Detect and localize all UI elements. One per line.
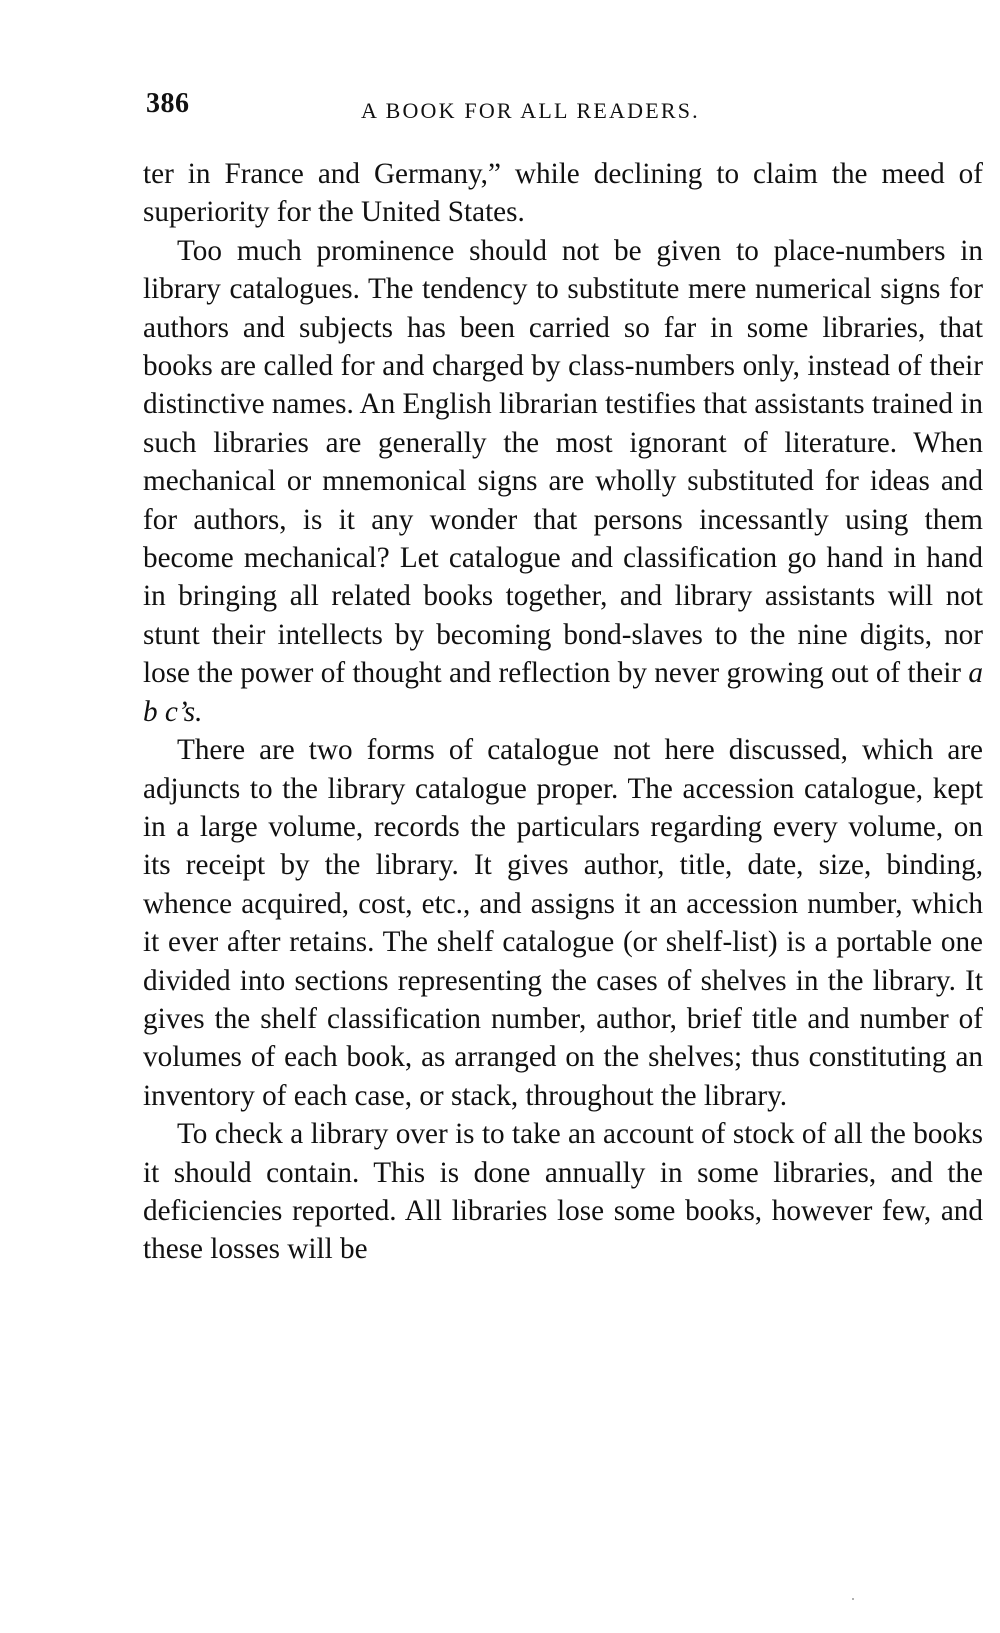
page-number: 386 — [146, 88, 190, 119]
page-header — [146, 88, 976, 128]
paragraph-place-numbers — [143, 232, 983, 731]
paragraph-text: Too much prominence should not be given to place-numbers in library catalogues. The tendency to substitute mere numerical signs for authors and subjects has been carried so far in some libraries, that books are called for and charged by class-numbers only, instead of their distinctive names. An English librarian testifies that assistants trained in such libraries are generally the most ignorant of literature. When mechanical or mnemonical signs are wholly substituted for ideas and for authors, is it any wonder that persons incessantly using them become mechanical? Let catalogue and classification go hand in hand in bringing all related books together, and library assistants will not stunt their intellects by becoming bond-slaves to the nine digits, nor lose the power of thought and reflection by never growing out of their — [143, 234, 983, 690]
print-speck — [852, 1598, 854, 1600]
paragraph-catalogue-forms — [143, 731, 983, 1115]
paragraph-checking-library — [143, 1115, 983, 1269]
body-text — [143, 155, 983, 1269]
paragraph-text: There are two forms of catalogue not here discussed, which are adjuncts to the library catalogue proper. The accession catalogue, kept in a large volume, records the particulars regarding every volume, on its receipt by the library. It gives author, title, date, size, binding, whence acquired, cost, etc., and assigns it an accession number, which it ever after retains. The shelf catalogue (or shelf-list) is a portable one divided into sections representing the cases of shelves in the library. It gives the shelf classification number, author, brief title and number of volumes of each book, as arranged on the shelves; thus constituting an inventory of each case, or stack, throughout the library. — [143, 734, 983, 1112]
paragraph-text: ter in France and Germany,” while declining to claim the meed of superiority for the United States. — [143, 158, 983, 229]
paragraph-italic-tail: a b c’s. — [143, 657, 984, 728]
paragraph-continuation — [143, 155, 983, 232]
paragraph-text: To check a library over is to take an account of stock of all the books it should contain. This is done annually in some libraries, and the deficiencies reported. All libraries lose some books, however few, and these losses will be — [143, 1118, 983, 1266]
running-head: A BOOK FOR ALL READERS. — [361, 98, 700, 123]
